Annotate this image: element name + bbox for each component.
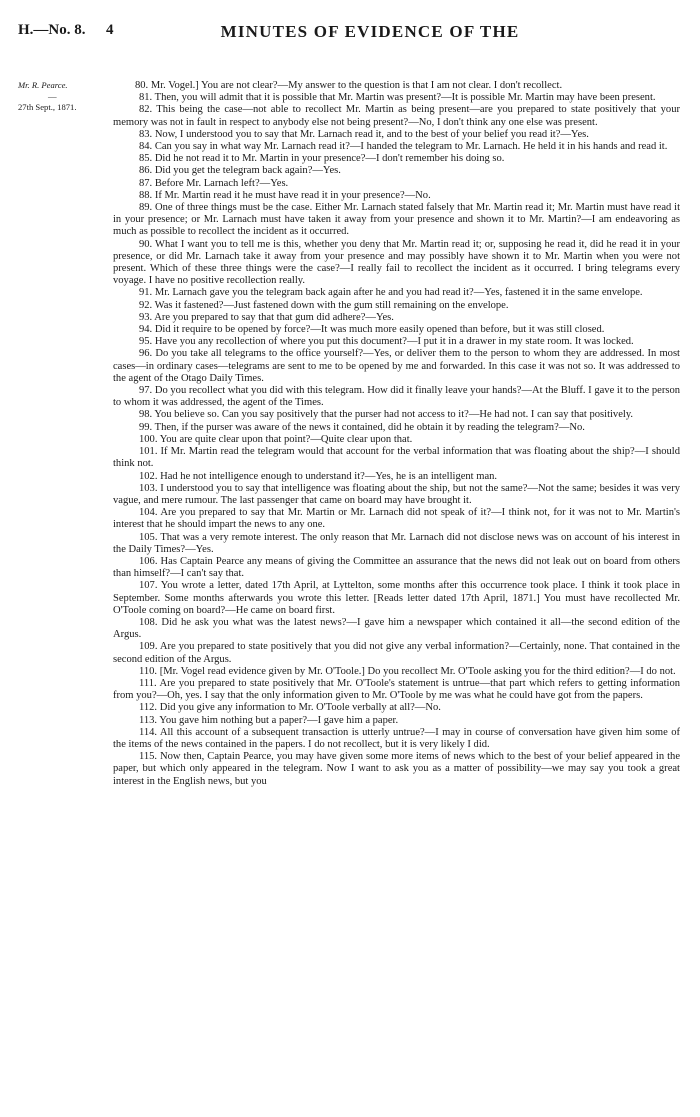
evidence-paragraph: 112. Did you give any information to Mr. O'Toole verbally at all?—No. [139, 702, 441, 714]
witness-name: Mr. R. Pearce. [18, 80, 68, 90]
evidence-paragraph: 101. If Mr. Martin read the telegram would that account for the verbal information that was floating about the ship?—I should think not. [113, 446, 680, 470]
evidence-paragraph: 83. Now, I understood you to say that Mr. Larnach read it, and to the best of your belief you read it?—Yes. [139, 128, 589, 140]
evidence-paragraph: 87. Before Mr. Larnach left?—Yes. [139, 177, 289, 189]
evidence-paragraph: 100. You are quite clear upon that point?—Quite clear upon that. [139, 433, 413, 445]
evidence-paragraph: 103. I understood you to say that intelligence was floating about the ship, but not the same?—Not the same; besides it was very vague, and mere rumour. The last passenger that came on board may have brought it. [113, 482, 680, 506]
evidence-paragraph: 114. All this account of a subsequent transaction is utterly untrue?—I may in course of conversation have given him some of the items of the news contained in the papers. I do not recollect, but it is very likely I did. [113, 726, 680, 750]
evidence-paragraph: 96. Do you take all telegrams to the office yourself?—Yes, or deliver them to the person to whom they are addressed. In most cases—in ordinary cases—telegrams are sent to me to be opened by me and forwarded. In this case it was not so. It was addressed to the agent of the Otago Daily Times. [113, 348, 680, 384]
evidence-paragraph: 111. Are you prepared to state positively that Mr. O'Toole's statement is untrue—that part which refers to getting information from you?—Oh, yes. I say that the only information given to Mr. O'Toole by me was what he could have got from the papers. [113, 677, 680, 702]
evidence-paragraph: 92. Was it fastened?—Just fastened down with the gum still remaining on the envelope. [139, 299, 509, 311]
evidence-paragraph: 85. Did he not read it to Mr. Martin in your presence?—I don't remember his doing so. [139, 153, 505, 165]
evidence-paragraph: 91. Mr. Larnach gave you the telegram back again after he and you had read it?—Yes, fastened it in the same envelope. [139, 287, 643, 299]
evidence-paragraph: 82. This being the case—not able to recollect Mr. Martin as being present—are you prepared to state positively that your memory was not in fault in respect to anybody else not being present?—No, I don't think any one else was present. [113, 104, 680, 128]
evidence-paragraph: 80. Mr. Vogel.] You are not clear?—My answer to the question is that I am not clear. I don't recollect. [135, 80, 563, 91]
evidence-paragraph: 94. Did it require to be opened by force?—It was much more easily opened than before, but it was still closed. [139, 324, 605, 336]
evidence-paragraph: 102. Had he not intelligence enough to understand it?—Yes, he is an intelligent man. [139, 470, 498, 482]
evidence-paragraph: 113. You gave him nothing but a paper?—I gave him a paper. [139, 714, 399, 726]
margin-dash: — [48, 91, 57, 101]
evidence-paragraph: 95. Have you any recollection of where you put this document?—I put it in a drawer in my state room. It was locked. [139, 336, 634, 348]
evidence-paragraph: 90. What I want you to tell me is this, whether you deny that Mr. Martin read it; or, supposing he read it, did he read it in your presence, or did Mr. Larnach take it away from your presence and may possibly have shown it to Mr. Martin when you were not present. Which of these three things were the case?—I really fail to recollect the incident as it occurred. I bring telegrams every voyage. I have no positive recollection really. [113, 238, 680, 287]
evidence-paragraph: 109. Are you prepared to state positively that you did not give any verbal information?—Certainly, none. That contained in the second edition of the Argus. [113, 641, 680, 665]
evidence-paragraph: 86. Did you get the telegram back again?—Yes. [139, 165, 341, 177]
evidence-paragraph: 104. Are you prepared to say that Mr. Martin or Mr. Larnach did not speak of it?—I think not, for it was not to Mr. Martin's interest that he should impart the news to any one. [113, 507, 680, 531]
page-title: MINUTES OF EVIDENCE OF THE [220, 22, 520, 41]
evidence-paragraph: 89. One of three things must be the case. Either Mr. Larnach stated falsely that Mr. Martin read it; Mr. Martin must have read it in your presence; or Mr. Larnach must have taken it away from your presence and shown it to Mr. Martin?—I am endeavoring as much as possible to recollect the incident as it occurred. [113, 202, 680, 238]
evidence-paragraph: 107. You wrote a letter, dated 17th April, at Lyttelton, some months after this occurrence took place. I think it took place in September. Some months afterwards you wrote this letter. [Reads letter dated 17th April, 1871.] You must have recollected Mr. O'Toole coming on board?—He came on board first. [113, 580, 680, 616]
evidence-paragraph: 98. You believe so. Can you say positively that the purser had not access to it?—He had not. I can say that positively. [139, 409, 634, 421]
evidence-paragraph: 93. Are you prepared to say that that gum did adhere?—Yes. [139, 311, 394, 323]
evidence-paragraph: 108. Did he ask you what was the latest news?—I gave him a newspaper which contained it all—the second edition of the Argus. [113, 616, 680, 641]
evidence-paragraph: 84. Can you say in what way Mr. Larnach read it?—I handed the telegram to Mr. Larnach. He held it in his hands and read it. [139, 141, 668, 153]
evidence-paragraph: 106. Has Captain Pearce any means of giving the Committee an assurance that the news did not leak out on board from others than himself?—I can't say that. [113, 555, 680, 580]
margin-notes [18, 80, 113, 113]
page-header [18, 22, 682, 44]
paper-reference: H.—No. 8. [18, 22, 86, 38]
evidence-paragraph: 97. Do you recollect what you did with this telegram. How did it finally leave your hands?—At the Bluff. I gave it to the person to whom it was addressed, the agent of the Times. [113, 385, 680, 409]
evidence-paragraph: 99. Then, if the purser was aware of the news it contained, did he obtain it by reading the telegram?—No. [139, 421, 585, 433]
evidence-paragraph: 115. Now then, Captain Pearce, you may have given some more items of news which to the best of your belief appeared in the paper, but which only appeared in the telegram. Now I want to ask you as a matter of possibility—we may say you took a great interest in the English news, but you [113, 751, 680, 787]
evidence-paragraph: 105. That was a very remote interest. The only reason that Mr. Larnach did not disclose news was on account of his interest in the Daily Times?—Yes. [113, 531, 680, 555]
evidence-paragraph: 88. If Mr. Martin read it he must have read it in your presence?—No. [139, 189, 431, 201]
evidence-body [113, 80, 680, 1113]
page-number: 4 [106, 22, 114, 38]
evidence-date: 27th Sept., 1871. [18, 102, 77, 112]
evidence-paragraph: 81. Then, you will admit that it is possible that Mr. Martin was present?—It is possible Mr. Martin may have been present. [139, 92, 656, 104]
evidence-paragraph: 110. [Mr. Vogel read evidence given by Mr. O'Toole.] Do you recollect Mr. O'Toole asking you for the third edition?—I do not. [139, 665, 676, 677]
